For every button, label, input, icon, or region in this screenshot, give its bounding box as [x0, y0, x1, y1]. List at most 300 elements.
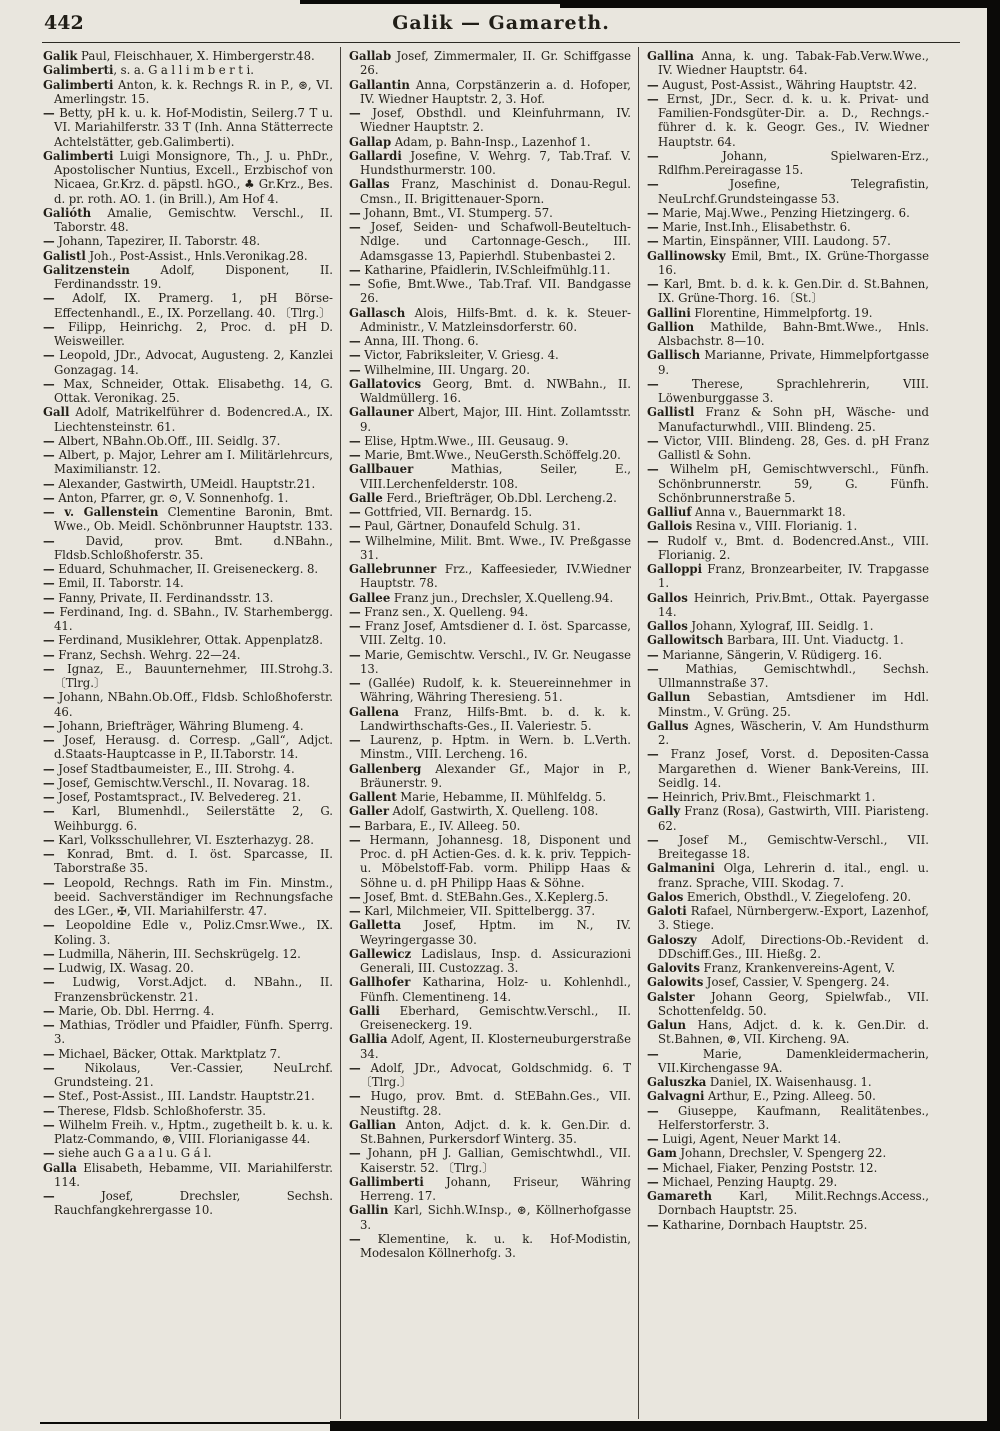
header-rule — [42, 42, 960, 43]
entry-surname: — — [43, 590, 55, 605]
entry-surname: — — [43, 376, 55, 391]
entry-surname: — — [43, 661, 55, 676]
entry-surname: — — [43, 604, 55, 619]
directory-entry — [43, 405, 333, 434]
entry-text: Mathias, Seiler, E., VIII.Lerchenfelderstr. 108. — [360, 462, 631, 491]
directory-entry — [349, 220, 631, 263]
directory-entry — [43, 762, 333, 776]
entry-text: Adolf, JDr., Advocat, Goldschmidg. 6. T 〔Tlrg.〕 — [360, 1060, 631, 1089]
entry-text: Adolf, Directions-Ob.-Revident d. DDschiff.Ges., III. Hießg. 2. — [658, 932, 929, 961]
directory-entry — [647, 1047, 929, 1076]
scan-edge-bottom-right — [330, 1421, 1000, 1431]
entry-text: Martin, Einspänner, VIII. Laudong. 57. — [658, 234, 891, 249]
entry-surname: — — [43, 1189, 55, 1203]
entry-text: Marie, Hebamme, II. Mühlfeldg. 5. — [396, 790, 607, 804]
directory-entry — [43, 1061, 333, 1090]
entry-surname: — — [647, 433, 659, 448]
entry-surname: Galvagni — [647, 1089, 705, 1104]
entry-text: Franz, Sechsh. Wehrg. 22—24. — [54, 647, 241, 662]
entry-text: Michael, Fiaker, Penzing Poststr. 12. — [658, 1160, 878, 1175]
directory-entry — [43, 690, 333, 719]
entry-surname: — — [43, 234, 55, 249]
directory-entry — [43, 1018, 333, 1047]
entry-text: Josef, Drechsler, Sechsh. Rauchfangkehrergasse 10. — [54, 1189, 333, 1218]
directory-entry — [647, 890, 929, 904]
entry-text: Therese, Sprachlehrerin, VIII. Löwenburggasse 3. — [658, 376, 929, 405]
directory-entry — [43, 719, 333, 733]
entry-surname: Galliuf — [647, 505, 692, 519]
entry-text: Wilhelm pH, Gemischtwverschl., Fünfh. Schönbrunnerstr. 59, G. Fünfh. Schönbrunnerstraße 5. — [658, 462, 929, 505]
entry-text: Gottfried, VII. Bernardg. 15. — [360, 505, 533, 519]
directory-entry — [647, 1075, 929, 1089]
entry-surname: — — [43, 1046, 55, 1061]
directory-entry — [43, 491, 333, 505]
entry-text: siehe auch G a a l u. G á l. — [54, 1146, 212, 1161]
directory-entry — [349, 263, 631, 277]
directory-entry — [647, 1018, 929, 1047]
entry-text: Franz, Hilfs-Bmt. b. d. k. k. Landwirthschafts-Ges., II. Valeriestr. 5. — [360, 704, 631, 733]
directory-entry — [43, 591, 333, 605]
entry-surname: — — [349, 205, 361, 220]
entry-surname: Galuszka — [647, 1075, 707, 1089]
entry-text: Joh., Post-Assist., Hnls.Veronikag.28. — [85, 248, 308, 263]
entry-surname: — — [43, 690, 55, 705]
entry-surname: — — [647, 661, 659, 676]
entry-text: Josefine, Telegrafistin, NeuLrchf.Grundsteingasse 53. — [658, 177, 929, 206]
directory-entry — [647, 277, 929, 306]
entry-surname: Gallbauer — [349, 462, 414, 477]
entry-text: Franz Josef, Vorst. d. Depositen-Cassa Margarethen d. Wiener Bank-Vereins, III. Seidlg. 14. — [658, 747, 929, 790]
directory-entry — [647, 790, 929, 804]
entry-surname: Gallauner — [349, 405, 414, 420]
entry-surname: — — [349, 647, 361, 662]
entry-text: Filipp, Heinrichg. 2, Proc. d. pH D. Weisweiller. — [54, 319, 333, 348]
entry-text: Josef, Zimmermaler, II. Gr. Schiffgasse 26. — [360, 49, 631, 78]
entry-text: Marianne, Sängerin, V. Rüdigerg. 16. — [658, 647, 883, 662]
entry-text: Franz Josef, Amtsdiener d. I. öst. Sparcasse, VIII. Zeltg. 10. — [360, 619, 631, 648]
entry-surname: — — [43, 319, 55, 334]
entry-surname: Gallimberti — [349, 1174, 424, 1189]
entry-surname: Galla — [43, 1160, 78, 1175]
directory-entry — [349, 918, 631, 947]
entry-surname: — — [349, 519, 361, 534]
entry-text: Resina v., VIII. Florianig. 1. — [692, 519, 858, 534]
entry-text: Josef, Gemischtw.Verschl., II. Novarag. 18. — [54, 775, 310, 790]
entry-surname: — — [349, 619, 361, 633]
directory-entry — [43, 1189, 333, 1218]
directory-entry — [43, 648, 333, 662]
directory-entry — [349, 334, 631, 348]
entry-surname: — — [43, 1018, 55, 1032]
entry-surname: — — [349, 676, 361, 690]
entry-surname: Galimberti — [43, 77, 114, 92]
entry-surname: — — [43, 790, 55, 804]
directory-entry — [349, 562, 631, 591]
entry-text: Elisabeth, Hebamme, VII. Mariahilferstr. 114. — [54, 1160, 333, 1189]
entry-surname: Galun — [647, 1018, 686, 1032]
entry-surname: Galli — [349, 1003, 380, 1018]
entry-surname: — — [43, 804, 55, 819]
entry-surname: Galitzenstein — [43, 262, 130, 277]
entry-surname: Gallent — [349, 790, 397, 804]
entry-surname: Gallina — [647, 49, 694, 63]
entry-surname: Gallos — [647, 619, 688, 633]
entry-text: Johann, pH J. Gallian, Gemischtwhdl., VII. Kaiserstr. 52. 〔Tlrg.〕 — [360, 1146, 631, 1175]
entry-surname: — — [349, 1089, 361, 1104]
entry-surname: — — [349, 106, 361, 120]
entry-surname: Gallab — [349, 49, 392, 63]
entry-text: Wilhelmine, III. Ungarg. 20. — [360, 362, 530, 377]
entry-text: Josef, Seiden- und Schafwoll-Beuteltuch-Ndlge. und Cartonnage-Gesch., III. Adamsgasse 13, Papierhdl. Stubenbastei 2. — [360, 220, 631, 263]
entry-surname: Galos — [647, 889, 684, 904]
directory-entry — [43, 662, 333, 691]
directory-entry — [349, 177, 631, 206]
directory-entry — [349, 135, 631, 149]
running-title: Galik — Gamareth. — [392, 12, 610, 34]
entry-text: Anna, k. ung. Tabak-Fab.Verw.Wwe., IV. Wiedner Hauptstr. 64. — [658, 49, 929, 78]
entry-text: Paul, Fleischhauer, X. Himbergerstr.48. — [77, 49, 315, 63]
entry-text: Johann, Drechsler, V. Spengerg 22. — [676, 1146, 887, 1161]
directory-entry — [349, 619, 631, 648]
entry-text: Clementine Baronin, Bmt. Wwe., Ob. Meidl. Schönbrunner Hauptstr. 133. — [54, 505, 333, 534]
entry-text: Karl, Milchmeier, VII. Spittelbergg. 37. — [360, 904, 596, 918]
directory-entry — [647, 904, 929, 933]
entry-text: Stef., Post-Assist., III. Landstr. Hauptstr.21. — [54, 1089, 315, 1104]
entry-surname: — v. Gallenstein — [43, 505, 159, 519]
entry-surname: Galster — [647, 989, 695, 1004]
entry-text: Josef, Bmt. d. StEBahn.Ges., X.Keplerg.5. — [360, 889, 609, 904]
directory-entry — [349, 819, 631, 833]
entry-text: Emil, II. Taborstr. 14. — [54, 576, 184, 591]
directory-entry — [43, 833, 333, 847]
entry-surname: — — [43, 875, 55, 890]
entry-text: Johann, Friseur, Währing Herreng. 17. — [360, 1174, 631, 1203]
directory-entry — [647, 1146, 929, 1160]
directory-entry — [43, 605, 333, 634]
entry-text: (Gallée) Rudolf, k. k. Steuereinnehmer in Währing, Währing Theresieng. 51. — [360, 676, 631, 705]
directory-entry — [349, 1089, 631, 1118]
entry-surname: Gallisch — [647, 348, 701, 363]
directory-entry — [43, 206, 333, 235]
entry-surname: Gallini — [647, 305, 691, 320]
entry-surname: — — [349, 818, 361, 833]
entry-surname: Gallas — [349, 177, 390, 192]
entry-surname: Gallun — [647, 690, 691, 705]
directory-entry — [647, 434, 929, 463]
entry-text: Florentine, Himmelpfortg. 19. — [690, 305, 873, 320]
page-header — [42, 12, 960, 36]
directory-entry — [349, 1061, 631, 1090]
directory-entry — [43, 249, 333, 263]
directory-entry — [647, 320, 929, 349]
entry-text: Adolf, IX. Pramerg. 1, pH Börse-Effectenhandl., E., IX. Porzellang. 40. 〔Tlrg.〕 — [54, 291, 333, 320]
directory-entry — [43, 377, 333, 406]
entry-text: Hermann, Johannesg. 18, Disponent und Proc. d. pH Actien-Ges. d. k. k. priv. Teppich- u. Möbelstoff-Fab. vorm. Philipp Haas & Söhne u. d. pH Philipp Haas & Söhne. — [360, 832, 631, 890]
entry-text: Emerich, Obsthdl., V. Ziegelofeng. 20. — [683, 889, 912, 904]
scan-edge-right — [987, 0, 1000, 1431]
entry-text: Josefine, V. Wehrg. 7, Tab.Traf. V. Hundsthurmerstr. 100. — [360, 148, 631, 177]
directory-entry — [43, 562, 333, 576]
entry-text: Ernst, JDr., Secr. d. k. u. k. Privat- und Familien-Fondsgüter-Dir. a. D., Rechngs.-führer d. k. k. Geogr. Ges., IV. Wiedner Hauptstr. 64. — [658, 91, 929, 149]
directory-entry — [349, 648, 631, 677]
directory-entry — [647, 234, 929, 248]
directory-entry — [43, 1089, 333, 1103]
directory-entry — [43, 633, 333, 647]
directory-entry — [647, 519, 929, 533]
entry-surname: Gallowitsch — [647, 633, 724, 648]
entry-surname: — — [647, 1103, 659, 1118]
entry-surname: — — [43, 918, 55, 933]
entry-surname: — — [647, 77, 659, 92]
directory-entry — [349, 705, 631, 734]
directory-entry — [647, 961, 929, 975]
entry-surname: — — [349, 1231, 361, 1246]
entry-surname: — — [43, 718, 55, 733]
entry-surname: Galletta — [349, 918, 402, 933]
entry-surname: — — [349, 1060, 361, 1075]
directory-entry — [647, 1175, 929, 1189]
entry-surname: — — [349, 220, 361, 234]
entry-surname: Gally — [647, 804, 681, 819]
entry-surname: — — [43, 1117, 55, 1132]
entry-text: Marie, Ob. Dbl. Herrng. 4. — [54, 1003, 215, 1018]
directory-entry — [349, 947, 631, 976]
entry-surname: Gallian — [349, 1117, 396, 1132]
directory-entry — [349, 534, 631, 563]
entry-surname: Gam — [647, 1146, 677, 1161]
entry-surname: — — [43, 847, 55, 861]
entry-surname: Gallhofer — [349, 975, 411, 990]
directory-entry — [647, 990, 929, 1019]
entry-surname: — — [647, 1174, 659, 1189]
directory-entry — [43, 975, 333, 1004]
entry-text: Betty, pH k. u. k. Hof-Modistin, Seilerg.7 T u. VI. Mariahilferstr. 33 T (Inh. Anna Stätterrecte Achtelstätter, geb.Galimberti). — [54, 106, 333, 149]
directory-entry — [43, 1004, 333, 1018]
directory-entry — [43, 576, 333, 590]
entry-surname: Gallasch — [349, 305, 406, 320]
directory-entry — [647, 1161, 929, 1175]
entry-surname: — — [647, 747, 659, 762]
columns — [42, 47, 960, 1419]
directory-entry — [647, 92, 929, 149]
entry-text: Marie, Bmt.Wwe., NeuGersth.Schöffelg.20. — [360, 448, 621, 462]
directory-entry — [647, 861, 929, 890]
entry-text: Franz, Krankenvereins-Agent, V. — [700, 961, 896, 975]
entry-surname: Galimberti — [43, 148, 114, 163]
entry-surname: Gallois — [647, 519, 693, 534]
entry-surname: Galoszy — [647, 932, 697, 947]
entry-surname: — — [43, 348, 55, 363]
entry-surname: — — [43, 476, 55, 491]
directory-entry — [349, 762, 631, 791]
entry-surname: Gallatovics — [349, 376, 422, 391]
page-content — [42, 12, 960, 1419]
entry-surname: — — [43, 433, 55, 448]
entry-text: Wilhelmine, Milit. Bmt. Wwe., IV. Preßgasse 31. — [360, 533, 631, 562]
entry-text: Anna, Corpstänzerin a. d. Hofoper, IV. Wiedner Hauptstr. 2, 3. Hof. — [360, 77, 631, 106]
entry-text: Marie, Inst.Inh., Elisabethstr. 6. — [658, 220, 851, 234]
directory-entry — [349, 49, 631, 78]
directory-entry — [349, 434, 631, 448]
entry-surname: Gallardi — [349, 148, 402, 163]
directory-entry — [43, 320, 333, 349]
directory-entry — [647, 534, 929, 563]
entry-text: Klementine, k. u. k. Hof-Modistin, Modesalon Köllnerhofg. 3. — [360, 1231, 631, 1260]
entry-surname: — — [647, 205, 659, 220]
directory-entry — [43, 733, 333, 762]
entry-surname: — — [349, 262, 361, 277]
scan-edge-top-right — [560, 0, 1000, 8]
entry-text: Josef, Cassier, V. Spengerg. 24. — [703, 975, 890, 990]
entry-text: Albert, Major, III. Hint. Zollamtsstr. 9. — [360, 405, 631, 434]
directory-entry — [43, 876, 333, 919]
entry-text: Katharina, Holz- u. Kohlenhdl., Fünfh. Clementineng. 14. — [360, 975, 631, 1004]
entry-surname: — — [43, 106, 55, 120]
entry-surname: Gamareth — [647, 1189, 712, 1203]
entry-surname: — — [647, 1132, 659, 1146]
entry-text: Adam, p. Bahn-Insp., Lazenhof 1. — [391, 134, 591, 149]
entry-text: Anna v., Bauernmarkt 18. — [691, 505, 846, 519]
directory-entry — [349, 377, 631, 406]
directory-entry — [349, 591, 631, 605]
directory-entry — [349, 306, 631, 335]
entry-surname: — — [349, 505, 361, 519]
directory-entry — [43, 78, 333, 107]
directory-entry — [647, 833, 929, 862]
directory-entry — [43, 505, 333, 534]
entry-surname: — — [349, 433, 361, 448]
entry-text: Georg, Bmt. d. NWBahn., II. Waldmüllerg. 16. — [360, 376, 631, 405]
entry-text: Franz (Rosa), Gastwirth, VIII. Piaristeng. 62. — [658, 804, 929, 833]
entry-surname: Gallantin — [349, 77, 410, 92]
directory-entry — [349, 1175, 631, 1204]
entry-surname: Galmanini — [647, 861, 715, 876]
entry-surname: — — [43, 775, 55, 790]
directory-entry — [647, 619, 929, 633]
entry-text: Paul, Gärtner, Donaufeld Schulg. 31. — [360, 519, 581, 534]
directory-entry — [43, 106, 333, 149]
directory-entry — [43, 234, 333, 248]
entry-surname: — — [43, 1103, 55, 1118]
entry-surname: — — [647, 1217, 659, 1232]
entry-text: Ferd., Briefträger, Ob.Dbl. Lercheng.2. — [382, 490, 617, 505]
entry-surname: — — [647, 148, 659, 163]
directory-entry — [43, 804, 333, 833]
column-3 — [638, 47, 936, 1419]
column-2 — [340, 47, 638, 1419]
entry-surname: Gallap — [349, 134, 392, 149]
directory-entry — [349, 1004, 631, 1033]
entry-text: Josef Stadtbaumeister, E., III. Strohg. 4. — [54, 761, 295, 776]
entry-surname: Gallinowsky — [647, 248, 726, 263]
entry-text: Anton, Pfarrer, gr. ⊙, V. Sonnenhofg. 1. — [54, 490, 289, 505]
entry-text: Heinrich, Priv.Bmt., Fleischmarkt 1. — [658, 790, 876, 804]
entry-surname: — — [43, 291, 55, 306]
entry-text: Victor, Fabriksleiter, V. Griesg. 4. — [360, 348, 559, 363]
entry-surname: — — [43, 633, 55, 648]
directory-entry — [647, 1218, 929, 1232]
directory-entry — [647, 648, 929, 662]
scan-edge-bottom-left — [40, 1422, 340, 1424]
entry-surname: — — [349, 533, 361, 548]
entry-surname: Gall — [43, 405, 70, 420]
entry-text: Franz & Sohn pH, Wäsche- und Manufacturwhdl., VIII. Blindeng. 25. — [658, 405, 929, 434]
entry-text: Anton, k. k. Rechngs R. in P., ⊛, VI. Amerlingstr. 15. — [54, 77, 333, 106]
directory-entry — [349, 1032, 631, 1061]
entry-text: Frz., Kaffeesieder, IV.Wiedner Hauptstr. 78. — [360, 562, 631, 591]
entry-text: Eberhard, Gemischtw.Verschl., II. Greiseneckerg. 19. — [360, 1003, 631, 1032]
entry-text: Leopoldine Edle v., Poliz.Cmsr.Wwe., IX. Koling. 3. — [54, 918, 333, 947]
entry-text: Rudolf v., Bmt. d. Bodencred.Anst., VIII. Florianig. 2. — [658, 533, 929, 562]
entry-surname: — — [647, 647, 659, 662]
directory-entry — [43, 1146, 333, 1160]
entry-surname: — — [43, 448, 55, 462]
entry-surname: — — [43, 975, 55, 990]
entry-text: Adolf, Matrikelführer d. Bodencred.A., IX. Liechtensteinstr. 61. — [54, 405, 333, 434]
directory-entry — [349, 1118, 631, 1147]
directory-entry — [349, 462, 631, 491]
directory-entry — [349, 405, 631, 434]
directory-entry — [349, 348, 631, 362]
entry-surname: — — [647, 1160, 659, 1175]
entry-text: Johann, Spielwaren-Erz., Rdlfhm.Pereiragasse 15. — [658, 148, 929, 177]
directory-entry — [43, 776, 333, 790]
entry-surname: — — [647, 91, 659, 106]
directory-entry — [349, 448, 631, 462]
entry-text: Michael, Penzing Hauptg. 29. — [658, 1174, 838, 1189]
entry-surname: — — [349, 334, 361, 348]
directory-entry — [647, 633, 929, 647]
entry-text: Albert, NBahn.Ob.Off., III. Seidlg. 37. — [54, 433, 281, 448]
entry-text: Josef, Postamtspract., IV. Belvedereg. 21. — [54, 790, 302, 804]
entry-text: Hans, Adjct. d. k. k. Gen.Dir. d. St.Bahnen, ⊛, VII. Kircheng. 9A. — [658, 1018, 929, 1047]
directory-entry — [647, 747, 929, 790]
entry-text: Michael, Bäcker, Ottak. Marktplatz 7. — [54, 1046, 281, 1061]
entry-surname: — — [43, 961, 55, 975]
directory-entry — [43, 348, 333, 377]
entry-surname: Galimberti — [43, 63, 114, 78]
directory-entry — [647, 462, 929, 505]
entry-text: Katharine, Pfaidlerin, IV.Schleifmühlg.11. — [360, 262, 611, 277]
entry-surname: Gallewicz — [349, 946, 412, 961]
entry-surname: Gallenberg — [349, 761, 422, 776]
entry-surname: — — [647, 277, 659, 291]
entry-text: Alois, Hilfs-Bmt. d. k. k. Steuer-Administr., V. Matzleinsdorferstr. 60. — [360, 305, 631, 334]
entry-text: Arthur, E., Pzing. Alleeg. 50. — [704, 1089, 876, 1104]
directory-entry — [43, 477, 333, 491]
directory-entry — [647, 377, 929, 406]
entry-surname: Galler — [349, 804, 390, 819]
directory-entry — [647, 1089, 929, 1103]
entry-text: Fanny, Private, II. Ferdinandsstr. 13. — [54, 590, 274, 605]
directory-entry — [349, 363, 631, 377]
directory-entry — [43, 291, 333, 320]
directory-entry — [43, 947, 333, 961]
entry-text: Adolf, Agent, II. Klosterneuburgerstraße 34. — [360, 1032, 631, 1061]
entry-text: Ignaz, E., Bauunternehmer, III.Strohg.3. 〔Tlrg.〕 — [54, 661, 333, 690]
entry-surname: Galióth — [43, 205, 92, 220]
entry-text: Josef, Herausg. d. Corresp. „Gall“, Adjct. d.Staats-Hauptcasse in P., II.Taborstr. 14. — [54, 733, 333, 762]
directory-entry — [349, 491, 631, 505]
entry-text: Olga, Lehrerin d. ital., engl. u. franz. Sprache, VIII. Skodag. 7. — [658, 861, 929, 890]
entry-text: Leopold, JDr., Advocat, Augusteng. 2, Kanzlei Gonzagag. 14. — [54, 348, 333, 377]
directory-entry — [647, 220, 929, 234]
entry-surname: — — [647, 234, 659, 249]
entry-surname: — — [647, 832, 659, 847]
entry-text: Agnes, Wäscherin, V. Am Hundsthurm 2. — [658, 718, 929, 747]
directory-entry — [349, 505, 631, 519]
directory-entry — [43, 149, 333, 206]
